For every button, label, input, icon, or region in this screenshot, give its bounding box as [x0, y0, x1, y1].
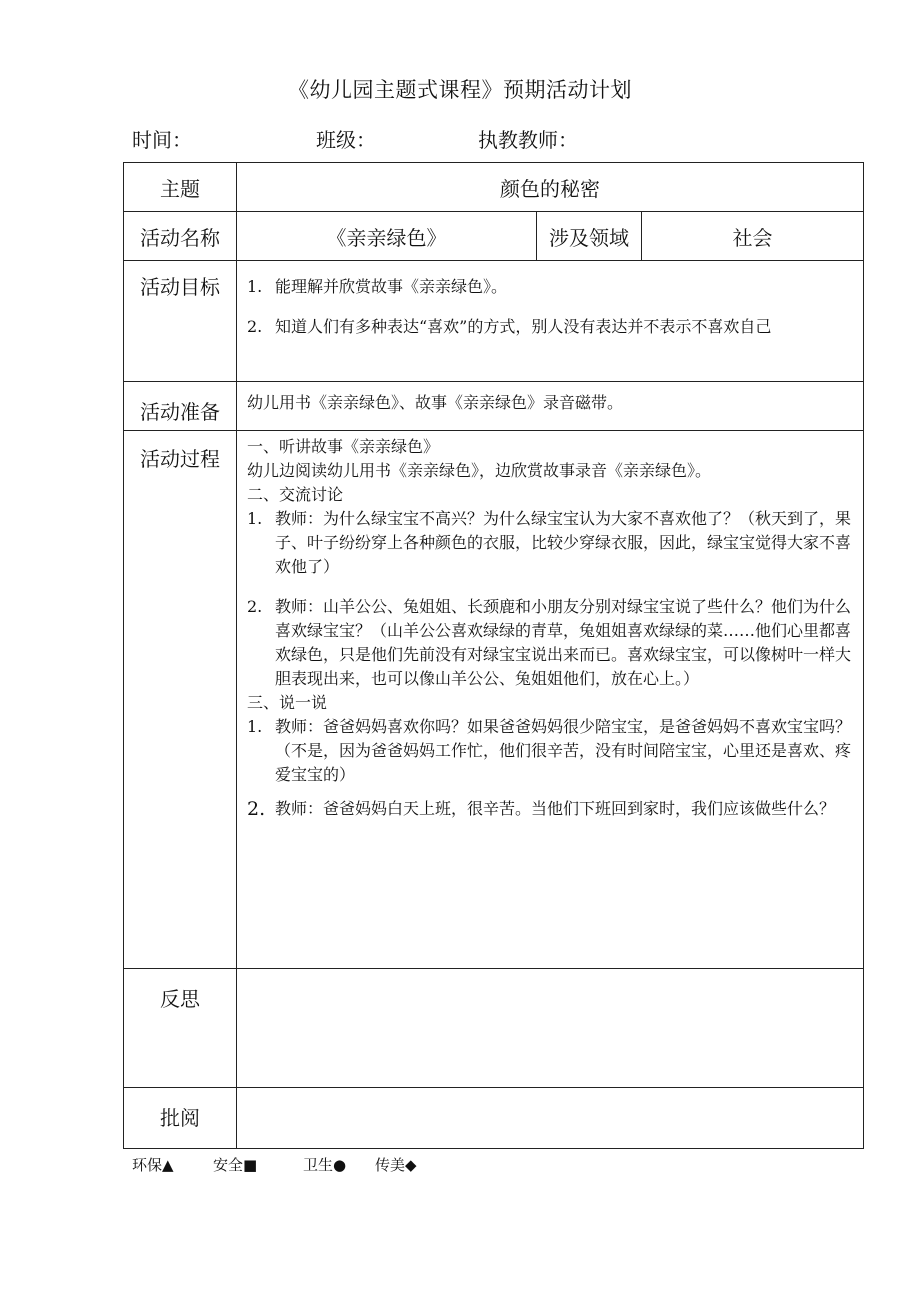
process-section-title: 三、说一说	[247, 693, 328, 712]
legend-environment: 环保▲	[132, 1156, 174, 1174]
domain-label: 涉及领域	[537, 212, 642, 261]
class-label: 班级：	[316, 128, 376, 152]
footer-legend	[132, 1154, 417, 1175]
legend-hygiene: 卫生●	[303, 1156, 347, 1174]
process-section-title: 一、听讲故事《亲亲绿色》	[247, 437, 440, 456]
theme-value: 颜色的秘密	[237, 163, 864, 212]
prep-label: 活动准备	[124, 382, 237, 431]
process-content	[237, 431, 864, 969]
activity-name-row	[124, 212, 864, 261]
process-text: 幼儿边阅读幼儿用书《亲亲绿色》，边欣赏故事录音《亲亲绿色》。	[247, 461, 712, 480]
item-text: 教师：为什么绿宝宝不高兴？为什么绿宝宝认为大家不喜欢他了？（秋天到了，果子、叶子纷纷穿上各种颜色的衣服，比较少穿绿衣服，因此，绿宝宝觉得大家不喜欢他了）	[275, 509, 852, 576]
goal-row	[124, 261, 864, 382]
item-number: 2.	[247, 798, 266, 820]
item-number: 1.	[247, 509, 263, 528]
process-label: 活动过程	[124, 431, 237, 969]
goal-number: 2.	[247, 317, 263, 336]
goal-text: 知道人们有多种表达“喜欢”的方式，别人没有表达并不表示不喜欢自己	[275, 317, 772, 336]
goal-item	[247, 271, 855, 303]
time-label: 时间：	[132, 128, 192, 152]
prep-value: 幼儿用书《亲亲绿色》、故事《亲亲绿色》录音磁带。	[237, 382, 864, 431]
process-item	[247, 793, 855, 825]
process-row	[124, 431, 864, 969]
domain-value: 社会	[642, 212, 864, 261]
page-title: 《幼儿园主题式课程》预期活动计划	[288, 78, 632, 102]
reflect-label: 反思	[124, 969, 237, 1088]
goal-label: 活动目标	[124, 261, 237, 382]
process-item	[247, 595, 855, 691]
activity-name-value: 《亲亲绿色》	[237, 212, 537, 261]
prep-row	[124, 382, 864, 431]
item-text: 教师：爸爸妈妈喜欢你吗？如果爸爸妈妈很少陪宝宝，是爸爸妈妈不喜欢宝宝吗？（不是，因为爸爸妈妈工作忙，他们很辛苦，没有时间陪宝宝，心里还是喜欢、疼爱宝宝的）	[275, 717, 852, 784]
item-number: 1.	[247, 717, 263, 736]
item-text: 教师：山羊公公、兔姐姐、长颈鹿和小朋友分别对绿宝宝说了些什么？他们为什么喜欢绿宝宝？（山羊公公喜欢绿绿的青草，兔姐姐喜欢绿绿的菜……他们心里都喜欢绿色，只是他们先前没有对绿宝宝说出来而已。喜欢绿宝宝，可以像树叶一样大胆表现出来，也可以像山羊公公、兔姐姐他们，放在心上。）	[275, 597, 852, 688]
legend-beauty: 传美◆	[375, 1156, 417, 1174]
goal-content	[237, 261, 864, 382]
process-item	[247, 507, 855, 579]
review-label: 批阅	[124, 1088, 237, 1149]
review-content	[237, 1088, 864, 1149]
process-item	[247, 715, 855, 787]
legend-safety: 安全■	[213, 1156, 258, 1174]
plan-table	[123, 162, 864, 1149]
process-section-title: 二、交流讨论	[247, 485, 344, 504]
item-number: 2.	[247, 597, 263, 616]
item-text: 教师：爸爸妈妈白天上班，很辛苦。当他们下班回到家时，我们应该做些什么？	[275, 799, 836, 818]
teacher-label: 执教教师：	[478, 128, 578, 152]
goal-text: 能理解并欣赏故事《亲亲绿色》。	[275, 277, 508, 296]
theme-row	[124, 163, 864, 212]
goal-number: 1.	[247, 277, 263, 296]
reflect-content	[237, 969, 864, 1088]
review-row	[124, 1088, 864, 1149]
theme-label: 主题	[124, 163, 237, 212]
activity-name-label: 活动名称	[124, 212, 237, 261]
reflect-row	[124, 969, 864, 1088]
goal-item	[247, 311, 855, 343]
